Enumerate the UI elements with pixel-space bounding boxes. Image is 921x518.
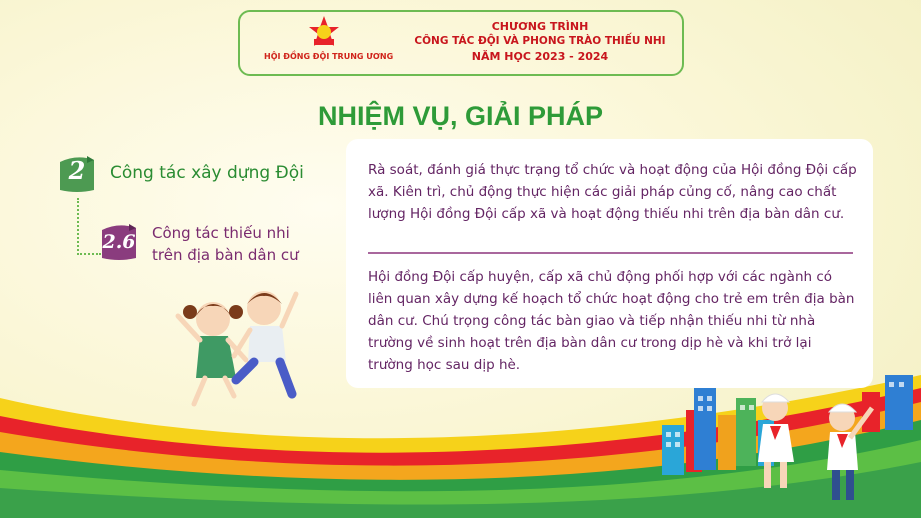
content-paragraph-2: Hội đồng Đội cấp huyện, cấp xã chủ động phối hợp với các ngành có liên quan xây dựng kế hoạch tổ chức hoạt động cho trẻ em trên địa bàn dân cư. Chú trọng công tác bàn giao và tiếp nhận thiếu nhi từ nhà trường về sinh hoạt trên địa bàn dân cư trong dịp hè và khi trở lại trường học sau dịp hè. [368, 269, 855, 373]
subsection-number: 2.6 [102, 231, 136, 253]
section-number: 2 [68, 156, 86, 185]
program-title-line1: CHƯƠNG TRÌNH [491, 20, 589, 33]
organization-logo-block [264, 15, 394, 61]
program-header-banner [238, 10, 684, 76]
pioneer-badge-logo [308, 15, 340, 49]
content-card [346, 139, 873, 388]
program-title [400, 19, 680, 64]
dotted-connector [77, 198, 101, 255]
section-label: Công tác xây dựng Đội [110, 163, 304, 183]
card-divider [368, 252, 853, 254]
program-title-line2: CÔNG TÁC ĐỘI VÀ PHONG TRÀO THIẾU NHI [414, 35, 666, 47]
content-paragraph-1: Rà soát, đánh giá thực trạng tổ chức và hoạt động của Hội đồng Đội cấp xã. Kiên trì, chủ động thực hiện các giải pháp củng cố, nâng cao chất lượng Hội đồng Đội cấp xã và hoạt động thiếu nhi trên địa bàn dân cư. [368, 162, 857, 222]
subsection-label: Công tác thiếu nhi trên địa bàn dân cư [152, 224, 299, 264]
organization-name: HỘI ĐỒNG ĐỘI TRUNG ƯƠNG [264, 52, 394, 61]
page-title: NHIỆM VỤ, GIẢI PHÁP [317, 101, 604, 131]
program-title-line3: NĂM HỌC 2023 - 2024 [471, 50, 609, 63]
